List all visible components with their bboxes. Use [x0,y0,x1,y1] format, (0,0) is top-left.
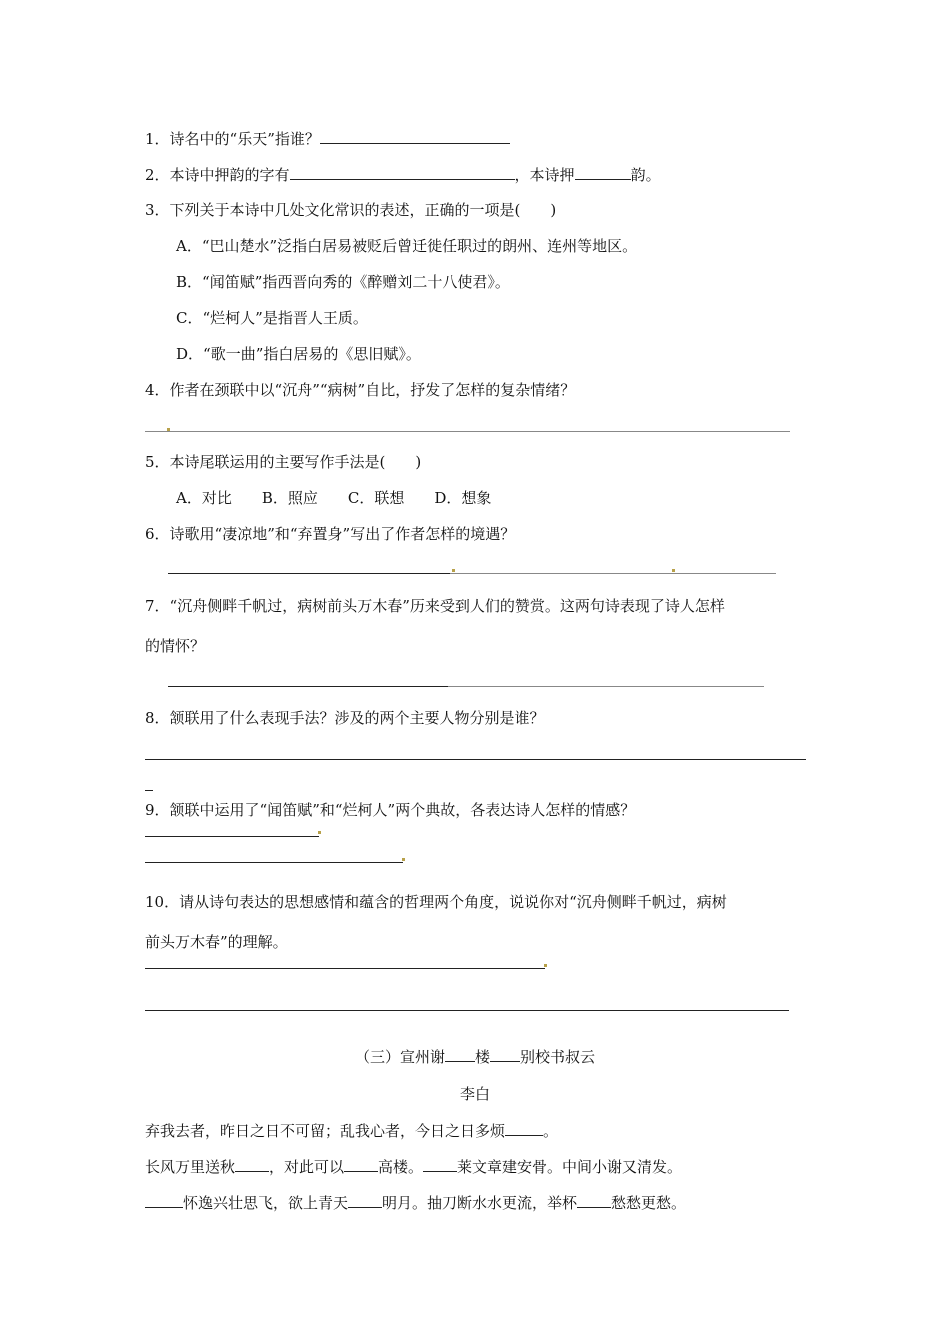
mark-dot [167,428,170,431]
question-4: 4．作者在颈联中以“沉舟”“病树”自比，抒发了怎样的复杂情绪？ [145,381,576,399]
poem-line-2: 长风万里送秋 ，对此可以 高楼。 莱文章建安骨。中间小谢又清发。 [145,1158,683,1176]
answer-blank[interactable] [505,1120,543,1136]
answer-blank[interactable] [445,1046,475,1062]
answer-line[interactable] [145,759,806,760]
answer-blank[interactable] [290,164,515,180]
question-2: 2．本诗中押韵的字有 ，本诗押 韵。 [145,166,661,184]
answer-blank[interactable] [423,1156,457,1172]
question-9: 9．颔联中运用了“闻笛赋”和“烂柯人”两个典故，各表达诗人怎样的情感？ [145,801,636,819]
poem-title: （三）宣州谢 楼 别校书叔云 [354,1048,596,1066]
option-c: C．“烂柯人”是指晋人王质。 [176,309,368,327]
question-10: 10．请从诗句表达的思想感情和蕴含的哲理两个角度，说说你对“沉舟侧畔千帆过，病树 [145,893,727,911]
mark-dot [402,858,405,861]
option-b: B．“闻笛赋”指西晋向秀的《醉赠刘二十八使君》。 [176,273,510,291]
answer-line[interactable] [145,968,545,969]
answer-line[interactable] [168,686,448,687]
question-1: 1．诗名中的“乐天”指谁？ [145,128,510,149]
question-7: 7．“沉舟侧畔千帆过，病树前头万木春”历来受到人们的赞赏。这两句诗表现了诗人怎样 [145,597,725,615]
question-8: 8．颔联用了什么表现手法？涉及的两个主要人物分别是谁？ [145,709,545,727]
mark-dot [544,964,547,967]
answer-line[interactable] [145,862,403,863]
poem-line-1: 弃我去者，昨日之日不可留；乱我心者，今日之日多烦 。 [145,1122,559,1140]
options-row: A．对比 B．照应 C．联想 D．想象 [176,489,492,507]
mark-dot [452,569,455,572]
answer-line-end [145,790,153,791]
poem-line-3: 怀逸兴壮思飞，欲上青天 明月。抽刀断水水更流，举杯 愁愁更愁。 [145,1192,686,1213]
answer-blank[interactable] [320,128,510,144]
question-7-cont: 的情怀？ [145,637,206,655]
answer-line[interactable] [145,431,790,432]
question-3: 3．下列关于本诗中几处文化常识的表述，正确的一项是( ) [145,201,557,219]
answer-blank[interactable] [348,1192,382,1208]
answer-line[interactable] [168,573,450,574]
poem-author: 李白 [459,1085,490,1103]
answer-blank[interactable] [490,1046,520,1062]
answer-line[interactable] [450,573,776,574]
mark-dot [318,831,321,834]
answer-line[interactable] [448,686,764,687]
answer-blank[interactable] [575,164,631,180]
question-10-cont: 前头万木春”的理解。 [145,933,288,951]
option-d: D．“歌一曲”指白居易的《思旧赋》。 [176,345,421,363]
answer-blank[interactable] [235,1156,269,1172]
question-6: 6．诗歌用“凄凉地”和“弃置身”写出了作者怎样的境遇？ [145,525,516,543]
answer-line[interactable] [145,836,319,837]
answer-blank[interactable] [145,1192,183,1208]
mark-dot [672,569,675,572]
answer-blank[interactable] [344,1156,378,1172]
option-a: A．“巴山楚水”泛指白居易被贬后曾迁徙任职过的朗州、连州等地区。 [176,237,638,255]
answer-line[interactable] [145,1010,789,1011]
answer-blank[interactable] [577,1192,611,1208]
question-5: 5．本诗尾联运用的主要写作手法是( ) [145,453,422,471]
